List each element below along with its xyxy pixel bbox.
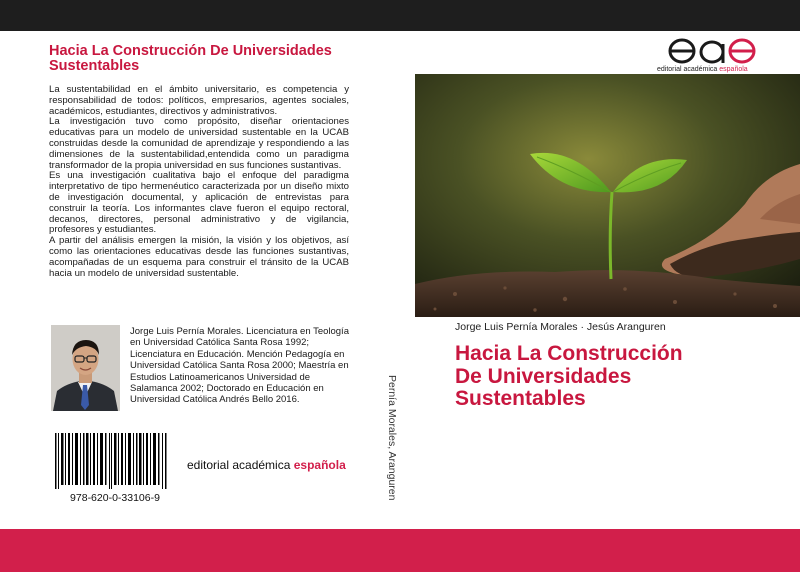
logo-caption	[657, 66, 748, 73]
back-cover-blurb	[49, 85, 349, 279]
author-portrait-icon	[51, 325, 120, 411]
cover-title-line: De Universidades	[455, 364, 632, 388]
eae-logo-icon	[668, 36, 758, 66]
cover-authors: Jorge Luis Pernía Morales · Jesús Aranguren	[455, 321, 666, 333]
logo-caption-accent: española	[719, 66, 748, 73]
back-cover-title: Hacia La Construcción De Universidades Sustentables	[49, 43, 332, 74]
blurb-paragraph: La investigación tuvo como propósito, diseñar orientaciones educativas para un modelo de universidad sustentable en la UCAB construidas desde la comunidad de aprendizaje y respondiendo a las dimensiones de la sustentabilidad,entendida como un paradigma transformador de la propia universidad en sus funciones sustantivas.	[49, 116, 349, 171]
publisher-name-accent: española	[293, 458, 346, 472]
blurb-paragraph: La sustentabilidad en el ámbito universitario, es competencia y responsabilidad de todos: políticos, empresarios, agentes sociales, académicos, estudiantes, directivos y administrativos.	[49, 84, 349, 117]
seedling-in-soil-icon	[415, 74, 800, 317]
barcode	[55, 433, 167, 489]
bottom-accent-bar	[0, 529, 800, 572]
cover-title-line: Sustentables	[455, 387, 586, 410]
cover-photo-seedling	[415, 74, 800, 317]
top-dark-bar	[0, 0, 800, 31]
cover-title	[455, 343, 775, 411]
logo-caption-prefix: editorial académica	[657, 66, 718, 73]
blurb-paragraph: A partir del análisis emergen la misión, la visión y los objetivos, así como las orientaciones educativas desde las funciones sustantivas, acompañadas de un esquema para construir el tránsito de la UCAB hacia un modelo de universidad sustentable.	[49, 235, 349, 279]
publisher-name-prefix: editorial académica	[187, 458, 291, 472]
cover-title-line: Hacia La Construcción	[455, 342, 683, 365]
book-spine	[386, 375, 410, 501]
barcode-icon	[55, 433, 167, 489]
blurb-paragraph: Es una investigación cualitativa bajo el enfoque del paradigma interpretativo de tipo hermenéutico caracterizada por un diseño mixto de investigación documental, y aplicación de entrevistas para construir la teoría. Los informantes clave fueron el equipo rectoral, decanos, directores, personal administrativo y de vigilancia, profesores y estudiantes.	[49, 170, 349, 236]
isbn-number: 978-620-0-33106-9	[70, 492, 160, 504]
author-bio: Jorge Luis Pernía Morales. Licenciatura en Teología en Universidad Católica Santa Rosa 1992; Licenciatura en Educación. Mención Pedagogía en Universidad Católica Santa Rosa 2000; Maestría en Estudios Latinoamericanos Universidad de Salamanca 2002; Doctorado en Educación en Universidad Católica Andrés Bello 2016.	[130, 326, 349, 406]
spine-authors: Pernía Morales, Aranguren	[386, 375, 398, 501]
author-photo	[51, 325, 120, 411]
back-publisher-name	[187, 458, 346, 472]
